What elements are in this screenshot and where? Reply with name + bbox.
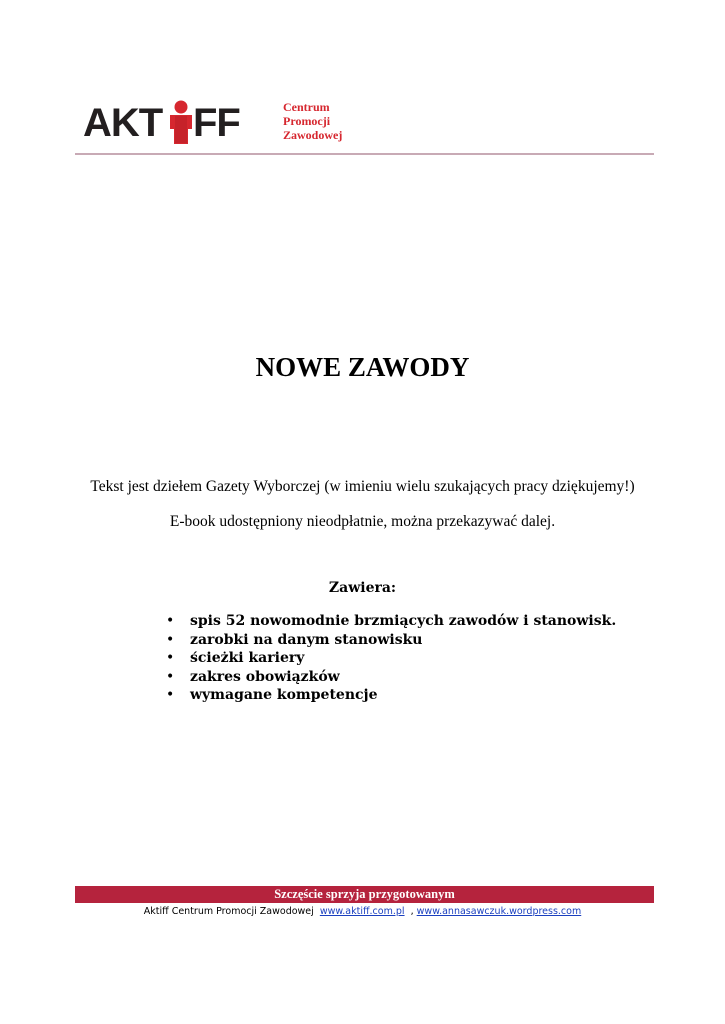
bullet-icon: •	[166, 650, 175, 666]
blog-website-link[interactable]: www.annasawczuk.wordpress.com	[416, 906, 582, 917]
page-header	[75, 96, 654, 156]
organization-name	[283, 100, 342, 142]
org-name-line: Zawodowej	[283, 128, 343, 142]
org-name-line: Promocji	[283, 114, 331, 128]
list-item	[166, 612, 616, 631]
list-item	[166, 686, 616, 705]
list-item	[166, 631, 616, 650]
document-title: NOWE ZAWODY	[255, 352, 470, 382]
org-name-line: Centrum	[283, 100, 330, 114]
intro-text: Tekst jest dziełem Gazety Wyborczej (w imieniu wielu szukających pracy dziękujemy!)	[90, 478, 635, 495]
bullet-icon: •	[166, 668, 175, 685]
list-item	[166, 649, 616, 668]
list-item	[166, 668, 616, 687]
person-figure-icon	[167, 100, 195, 146]
bullet-icon: •	[166, 687, 175, 703]
license-text: E-book udostępniony nieodpłatnie, można przekazywać dalej.	[169, 513, 556, 530]
contents-heading: Zawiera:	[328, 580, 397, 596]
logo-text-left: AKT	[83, 101, 163, 145]
footer-company: Aktiff Centrum Promocji Zawodowej	[143, 906, 314, 917]
list-item-text: zarobki na danym stanowisku	[190, 631, 423, 648]
footer-contact	[0, 906, 725, 917]
list-item-text: zakres obowiązków	[190, 668, 340, 685]
bullet-icon: •	[166, 613, 175, 629]
footer-separator: ,	[410, 906, 414, 917]
list-item-text: spis 52 nowomodnie brzmiących zawodów i stanowisk.	[190, 613, 617, 629]
logo-text-right: FF	[193, 101, 240, 145]
aktiff-website-link[interactable]: www.aktiff.com.pl	[319, 906, 405, 917]
aktiff-logo	[83, 100, 248, 146]
footer-slogan-bar: Szczęście sprzyja przygotowanym	[75, 886, 654, 903]
features-list	[166, 612, 616, 705]
list-item-text: ścieżki kariery	[190, 650, 305, 666]
list-item-text: wymagane kompetencje	[190, 687, 378, 703]
bullet-icon: •	[166, 631, 175, 648]
header-divider	[75, 153, 654, 155]
